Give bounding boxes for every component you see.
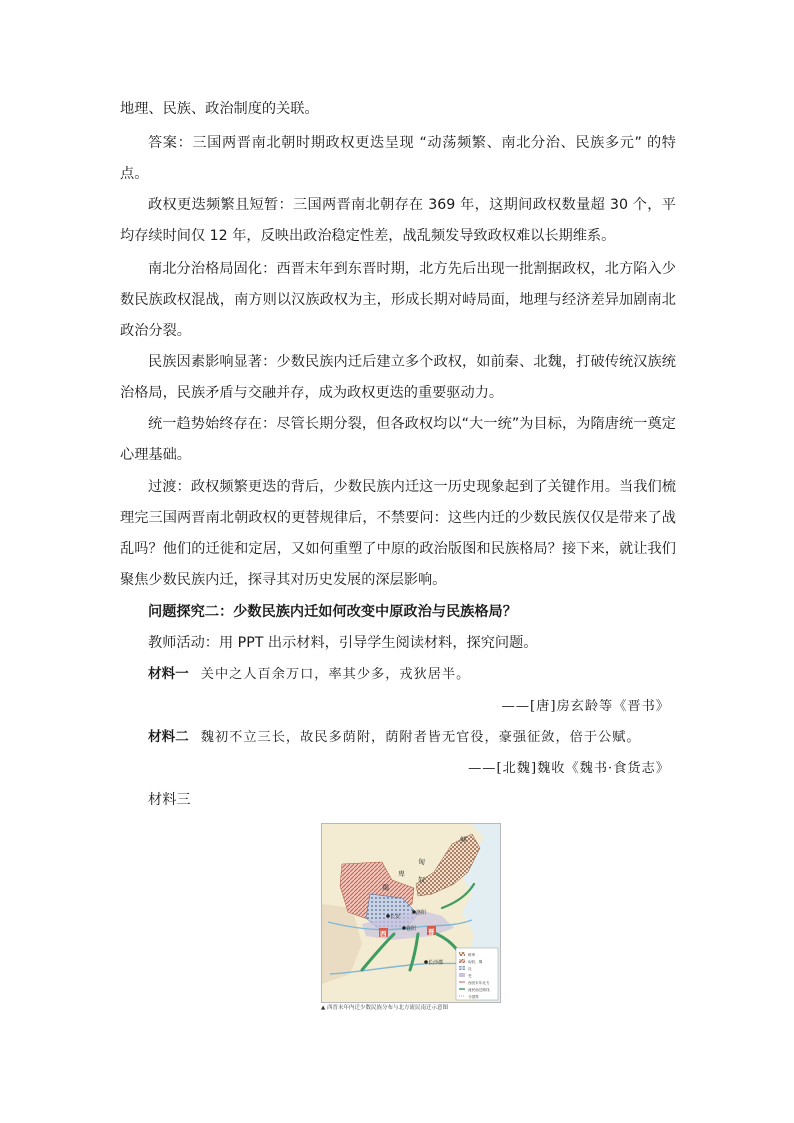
- map-label: 奴: [418, 876, 425, 884]
- map-graphic: [322, 824, 500, 1002]
- material-two-text: 魏初不立三长，故民多荫附，荫附者皆无官役，豪强征敛，倍于公赋。: [200, 730, 641, 745]
- map-label: 洛阳: [416, 910, 427, 916]
- legend-item: 今国界: [468, 995, 479, 999]
- material-two-label: 材料二: [148, 729, 189, 745]
- point-unity-trend: 统一趋势始终存在：尽管长期分裂，但各政权均以“大一统”为目标，为隋唐统一奠定心理基础。: [120, 416, 676, 463]
- map-label: 襄阳: [406, 926, 417, 932]
- map-label: 晋: [428, 928, 435, 936]
- point-frequent-change: 政权更迭频繁且短暂：三国两晋南北朝存在 369 年，这期间政权数量超 30 个，平均存续时间仅 12 年，反映出政治稳定性差，战乱频发导致政权难以长期维系。: [120, 197, 676, 244]
- map-label: 长沙郡: [428, 960, 444, 966]
- material-one-text: 关中之人百余万口，率其少多，戎狄居半。: [200, 667, 471, 682]
- material-one: [120, 659, 676, 690]
- map-caption: ▲ 西晋末年内迁少数民族分布与北方流民南迁示意图: [321, 1005, 448, 1011]
- material-two: [120, 722, 676, 753]
- material-one-source: ——[唐]房玄龄等《晋书》: [501, 699, 670, 714]
- point-ethnic-factor: 民族因素影响显著：少数民族内迁后建立多个政权，如前秦、北魏，打破传统汉族统治格局，民族矛盾与交融并存，成为政权更迭的重要驱动力。: [120, 354, 676, 401]
- map-legend: [456, 948, 498, 1000]
- material-two-source: ——[北魏]魏收《魏书·食货志》: [468, 761, 670, 776]
- legend-item: 羌: [468, 974, 472, 978]
- map-label: 鲜: [460, 836, 467, 844]
- point-north-south-split: 南北分治格局固化：西晋末年到东晋时期，北方先后出现一批割据政权，北方陷入少数民族政权混战，南方则以汉族政权为主，形成长期对峙局面，地理与经济差异加剧南北政治分裂。: [120, 261, 676, 339]
- legend-item: 氐: [468, 967, 472, 971]
- map-label: 匈: [418, 858, 425, 866]
- legend-item: 鲜卑: [468, 953, 476, 957]
- legend-item: 匈奴、羯: [468, 960, 483, 964]
- map-label: 羯: [382, 884, 389, 892]
- material-three-label: 材料三: [148, 792, 191, 808]
- teacher-activity: 教师活动：用 PPT 出示材料，引导学生阅读材料，探究问题。: [148, 635, 538, 651]
- legend-item: 西晋末年北方: [468, 981, 490, 985]
- transition-paragraph: 过渡：政权频繁更迭的背后，少数民族内迁这一历史现象起到了关键作用。当我们梳理完三国两晋南北朝政权的更替规律后，不禁要问：这些内迁的少数民族仅仅是带来了战乱吗？他们的迁徙和定居，又如何重塑了中原的政治版图和民族格局？接下来，就让我们聚焦少数民族内迁，探寻其对历史发展的深层影响。: [120, 479, 676, 588]
- question-heading: 问题探究二：少数民族内迁如何改变中原政治与民族格局？: [148, 604, 517, 620]
- legend-item: 流民南迁路线: [468, 988, 490, 992]
- map-label: 西: [380, 930, 387, 938]
- answer-paragraph: 答案：三国两晋南北朝时期政权更迭呈现 “动荡频繁、南北分治、民族多元” 的特点。: [120, 135, 676, 182]
- material-one-label: 材料一: [148, 666, 189, 682]
- map-label: 卑: [398, 870, 405, 878]
- paragraph-intro-tail: 地理、民族、政治制度的关联。: [120, 101, 319, 117]
- map-label: 长安: [390, 914, 401, 920]
- migration-map: [321, 823, 501, 1003]
